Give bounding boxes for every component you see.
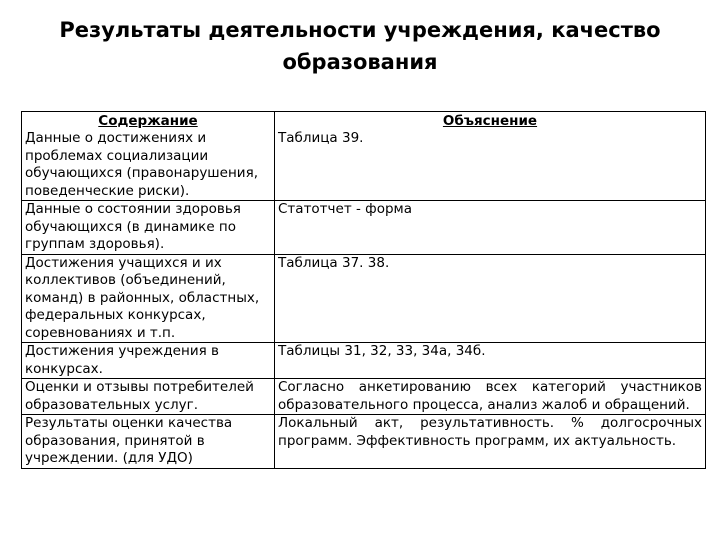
row-explanation: Статотчет - форма [275, 201, 706, 255]
table-row [22, 201, 706, 255]
row-explanation: Таблицы 31, 32, 33, 34а, 34б. [275, 343, 706, 379]
row-content: Оценки и отзывы потребителей образовательных услуг. [22, 379, 275, 415]
slide-title-line-1: Результаты деятельности учреждения, качество [59, 18, 661, 42]
slide-title [20, 14, 700, 78]
content-table [21, 111, 706, 469]
table-row [22, 130, 706, 201]
row-explanation: Таблица 39. [275, 130, 706, 201]
header-content: Содержание [22, 112, 275, 131]
row-explanation: Локальный акт, результативность. % долгосрочных программ. Эффективность программ, их актуальность. [275, 415, 706, 469]
row-content: Данные о достижениях и проблемах социализации обучающихся (правонарушения, поведенческие риски). [22, 130, 275, 201]
row-content: Результаты оценки качества образования, принятой в учреждении. (для УДО) [22, 415, 275, 469]
row-explanation: Согласно анкетированию всех категорий участников образовательного процесса, анализ жалоб и обращений. [275, 379, 706, 415]
row-content: Достижения учреждения в конкурсах. [22, 343, 275, 379]
row-explanation: Таблица 37. 38. [275, 254, 706, 343]
header-explanation: Объяснение [275, 112, 706, 131]
slide-title-line-2: образования [282, 50, 438, 74]
table-row [22, 343, 706, 379]
table-header-row [22, 112, 706, 131]
table-row [22, 379, 706, 415]
row-content: Данные о состоянии здоровья обучающихся (в динамике по группам здоровья). [22, 201, 275, 255]
row-content: Достижения учащихся и их коллективов (объединений, команд) в районных, областных, федеральных конкурсах, соревнованиях и т.п. [22, 254, 275, 343]
table-row [22, 254, 706, 343]
table-row [22, 415, 706, 469]
